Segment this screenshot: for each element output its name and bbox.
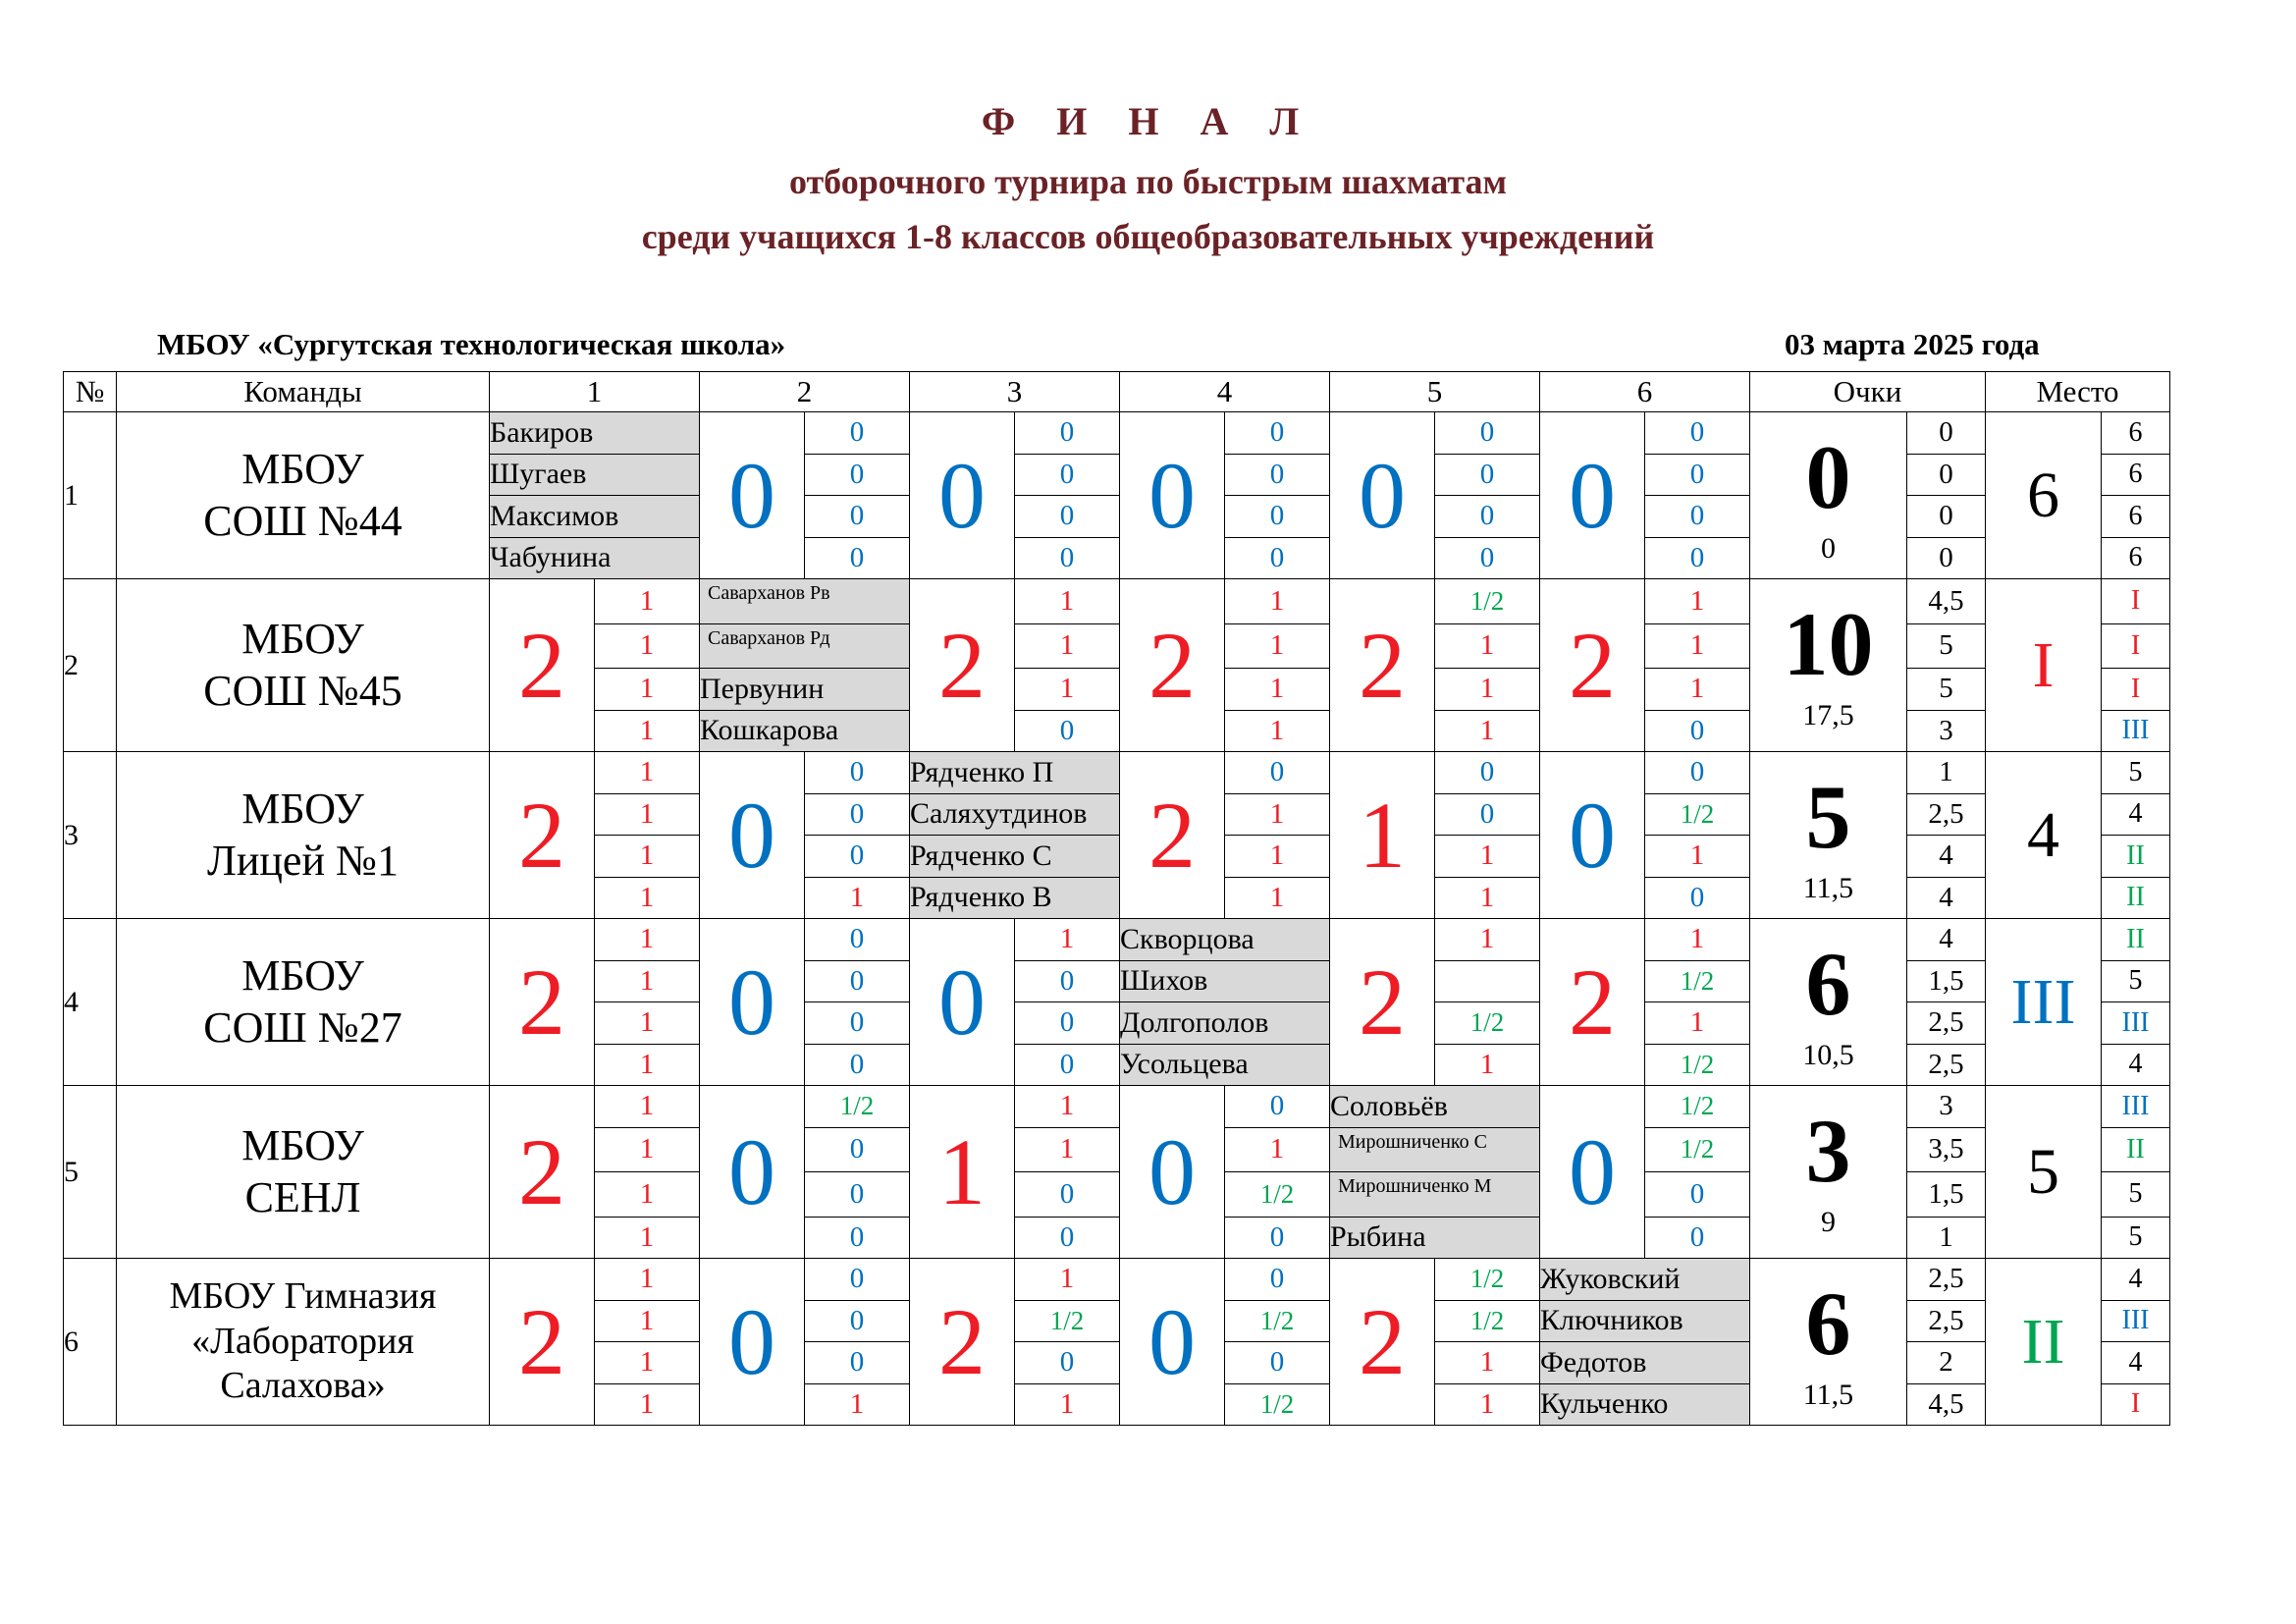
board-place: III <box>2102 1086 2170 1128</box>
board-result: 1 <box>1435 623 1540 669</box>
board-result: 0 <box>1645 752 1750 794</box>
board-result: 0 <box>1015 1172 1120 1218</box>
board-result: 1 <box>595 1127 700 1172</box>
board-result: 0 <box>1225 537 1330 579</box>
board-result: 1 <box>1645 623 1750 669</box>
board-result: 1 <box>1435 1044 1540 1086</box>
board-result: 1 <box>1645 836 1750 878</box>
board-result: 1 <box>595 669 700 711</box>
board-result: 0 <box>1225 1259 1330 1301</box>
individual-points: 1 <box>1907 752 1986 794</box>
match-score: 0 <box>700 1086 805 1259</box>
individual-points: 1,5 <box>1907 1172 1986 1218</box>
board-result: 1 <box>1645 919 1750 961</box>
team-points-cell <box>1750 579 1907 752</box>
board-result: 0 <box>1015 1002 1120 1045</box>
board-result: 1 <box>1645 1002 1750 1045</box>
board-result: 1/2 <box>1435 579 1540 624</box>
individual-points: 1 <box>1907 1217 1986 1259</box>
team-board-points: 11,5 <box>1802 872 1854 904</box>
team-points-cell <box>1750 1259 1907 1426</box>
team-points-cell <box>1750 919 1907 1086</box>
header-round-6: 6 <box>1540 372 1750 412</box>
match-score: 2 <box>1330 579 1435 752</box>
board-result: 1 <box>595 1383 700 1426</box>
match-score: 2 <box>1540 579 1645 752</box>
team-name <box>117 579 490 752</box>
table-row <box>64 1086 2170 1128</box>
match-score: 2 <box>490 1259 595 1426</box>
player-name: Мирошниченко С <box>1330 1127 1540 1172</box>
board-result: 0 <box>1015 1342 1120 1384</box>
player-name: Рядченко П <box>910 752 1120 794</box>
team-name-line: СОШ №44 <box>203 496 402 545</box>
team-number: 2 <box>64 579 117 752</box>
board-result: 0 <box>1015 1217 1120 1259</box>
player-name: Рядченко С <box>910 836 1120 878</box>
board-result: 0 <box>1435 412 1540 455</box>
individual-points: 4 <box>1907 919 1986 961</box>
board-result: 1/2 <box>1435 1300 1540 1342</box>
player-name: Кошкарова <box>700 710 910 752</box>
team-name <box>117 752 490 919</box>
match-score: 0 <box>700 412 805 579</box>
board-result: 1 <box>805 1383 910 1426</box>
player-name: Ключников <box>1540 1300 1750 1342</box>
individual-points: 3,5 <box>1907 1127 1986 1172</box>
board-result: 0 <box>1015 454 1120 496</box>
match-score: 0 <box>1540 1086 1645 1259</box>
final-title: Ф И Н А Л <box>981 99 1315 143</box>
team-name-line: МБОУ <box>241 784 364 833</box>
board-result: 1/2 <box>1645 1044 1750 1086</box>
player-name: Рыбина <box>1330 1217 1540 1259</box>
board-result: 1 <box>1225 1127 1330 1172</box>
board-result: 1 <box>1015 1259 1120 1301</box>
team-place: II <box>1986 1259 2102 1426</box>
team-board-points: 10,5 <box>1802 1039 1854 1071</box>
board-result: 0 <box>805 1300 910 1342</box>
board-place: 4 <box>2102 1259 2170 1301</box>
player-name: Соловьёв <box>1330 1086 1540 1128</box>
board-place: 6 <box>2102 537 2170 579</box>
individual-points: 2,5 <box>1907 793 1986 836</box>
board-result: 0 <box>805 1217 910 1259</box>
board-place: I <box>2102 1383 2170 1426</box>
team-number: 3 <box>64 752 117 919</box>
board-result: 1 <box>1225 877 1330 919</box>
individual-points: 0 <box>1907 537 1986 579</box>
board-result: 1/2 <box>1225 1300 1330 1342</box>
match-score: 2 <box>1120 752 1225 919</box>
match-score: 0 <box>1120 1259 1225 1426</box>
board-result: 0 <box>1015 960 1120 1002</box>
match-score: 2 <box>1120 579 1225 752</box>
board-result: 1 <box>595 579 700 624</box>
header-row <box>64 372 2170 412</box>
board-place: 5 <box>2102 960 2170 1002</box>
board-result: 0 <box>1225 454 1330 496</box>
board-result: 1 <box>1225 669 1330 711</box>
board-result: 1 <box>595 960 700 1002</box>
header-points: Очки <box>1750 372 1986 412</box>
board-place: I <box>2102 579 2170 624</box>
board-result: 1/2 <box>1015 1300 1120 1342</box>
team-points: 6 <box>1805 934 1851 1034</box>
board-result: 1 <box>595 1086 700 1128</box>
match-score: 0 <box>910 919 1015 1086</box>
team-name <box>117 919 490 1086</box>
team-name <box>117 1086 490 1259</box>
individual-points: 4 <box>1907 877 1986 919</box>
team-board-points: 0 <box>1821 532 1836 565</box>
team-place: 4 <box>1986 752 2102 919</box>
board-result: 0 <box>1435 454 1540 496</box>
team-number: 6 <box>64 1259 117 1426</box>
team-board-points: 17,5 <box>1802 699 1854 731</box>
board-result: 1 <box>595 710 700 752</box>
team-name-line: Салахова» <box>220 1365 386 1407</box>
team-name-line: Лицей №1 <box>207 836 399 885</box>
tournament-subtitle: отборочного турнира по быстрым шахматам <box>788 162 1508 201</box>
match-score: 2 <box>490 1086 595 1259</box>
board-result: 0 <box>805 960 910 1002</box>
board-result: 1 <box>1645 669 1750 711</box>
event-date: 03 марта 2025 года <box>1785 327 2040 361</box>
table-row <box>64 1259 2170 1301</box>
board-result: 0 <box>1015 496 1120 538</box>
board-result: 0 <box>1435 537 1540 579</box>
board-place: II <box>2102 919 2170 961</box>
table-row <box>64 412 2170 455</box>
board-result: 0 <box>1015 412 1120 455</box>
board-place: 4 <box>2102 1342 2170 1384</box>
player-name: Максимов <box>490 496 700 538</box>
team-place: III <box>1986 919 2102 1086</box>
match-score: 2 <box>910 579 1015 752</box>
match-score: 0 <box>910 412 1015 579</box>
individual-points: 2,5 <box>1907 1300 1986 1342</box>
board-result: 1 <box>595 793 700 836</box>
board-place: 5 <box>2102 1172 2170 1218</box>
header-round-5: 5 <box>1330 372 1540 412</box>
board-result: 1/2 <box>1435 1259 1540 1301</box>
individual-points: 2,5 <box>1907 1044 1986 1086</box>
individual-points: 4,5 <box>1907 579 1986 624</box>
board-place: III <box>2102 1300 2170 1342</box>
header-num: № <box>64 372 117 412</box>
board-result: 0 <box>1435 496 1540 538</box>
header-round-3: 3 <box>910 372 1120 412</box>
board-result: 1/2 <box>1645 1127 1750 1172</box>
team-name <box>117 412 490 579</box>
player-name: Скворцова <box>1120 919 1330 961</box>
board-result: 0 <box>805 793 910 836</box>
board-result: 0 <box>1225 1342 1330 1384</box>
crosstable <box>63 371 2170 1426</box>
board-result: 1 <box>1225 836 1330 878</box>
team-points-cell <box>1750 752 1907 919</box>
player-name: Саляхутдинов <box>910 793 1120 836</box>
player-name: Рядченко В <box>910 877 1120 919</box>
player-name: Усольцева <box>1120 1044 1330 1086</box>
board-result: 0 <box>805 412 910 455</box>
board-place: 6 <box>2102 496 2170 538</box>
board-result: 0 <box>1225 1217 1330 1259</box>
board-result: 1/2 <box>805 1086 910 1128</box>
board-result: 0 <box>805 1044 910 1086</box>
board-result: 1 <box>595 1217 700 1259</box>
board-result: 0 <box>1015 1044 1120 1086</box>
team-points: 3 <box>1805 1101 1851 1201</box>
board-result: 0 <box>805 836 910 878</box>
host-school: МБОУ «Сургутская технологическая школа» <box>157 327 786 361</box>
team-name-line: МБОУ <box>241 444 364 493</box>
board-result: 0 <box>805 1342 910 1384</box>
team-name <box>117 1259 490 1426</box>
match-score: 1 <box>1330 752 1435 919</box>
team-place: 5 <box>1986 1086 2102 1259</box>
board-result: 1 <box>595 1172 700 1218</box>
table-row <box>64 919 2170 961</box>
team-points-cell <box>1750 1086 1907 1259</box>
individual-points: 2,5 <box>1907 1259 1986 1301</box>
board-result: 0 <box>1645 1217 1750 1259</box>
board-result: 0 <box>805 1002 910 1045</box>
board-result: 1 <box>1015 669 1120 711</box>
team-number: 5 <box>64 1086 117 1259</box>
player-name: Саварханов Рв <box>700 579 910 624</box>
team-points: 10 <box>1783 594 1874 694</box>
match-score: 0 <box>1120 1086 1225 1259</box>
board-result: 1 <box>1435 1383 1540 1426</box>
board-result: 1 <box>1435 710 1540 752</box>
board-result: 1 <box>595 1044 700 1086</box>
match-score: 2 <box>910 1259 1015 1426</box>
individual-points: 1,5 <box>1907 960 1986 1002</box>
match-score: 0 <box>1120 412 1225 579</box>
board-result: 1 <box>1225 623 1330 669</box>
board-place: 6 <box>2102 454 2170 496</box>
individual-points: 4,5 <box>1907 1383 1986 1426</box>
board-result: 0 <box>1645 454 1750 496</box>
header-round-2: 2 <box>700 372 910 412</box>
board-result: 1/2 <box>1225 1383 1330 1426</box>
board-result: 1 <box>805 877 910 919</box>
match-score: 0 <box>700 919 805 1086</box>
match-score: 0 <box>700 1259 805 1426</box>
individual-points: 3 <box>1907 1086 1986 1128</box>
team-name-line: МБОУ <box>241 614 364 663</box>
individual-points: 2,5 <box>1907 1002 1986 1045</box>
player-name: Саварханов Рд <box>700 623 910 669</box>
board-result: 1 <box>595 1259 700 1301</box>
board-result: 1 <box>595 836 700 878</box>
board-result: 1 <box>1225 579 1330 624</box>
board-place: I <box>2102 623 2170 669</box>
board-result: 0 <box>1015 710 1120 752</box>
individual-points: 5 <box>1907 669 1986 711</box>
player-name: Жуковский <box>1540 1259 1750 1301</box>
board-place: III <box>2102 1002 2170 1045</box>
board-result: 0 <box>1645 496 1750 538</box>
individual-points: 0 <box>1907 496 1986 538</box>
player-name: Шихов <box>1120 960 1330 1002</box>
match-score: 0 <box>700 752 805 919</box>
board-result: 1 <box>595 877 700 919</box>
board-place: 4 <box>2102 1044 2170 1086</box>
board-result: 1 <box>1435 1342 1540 1384</box>
board-result: 1 <box>1435 836 1540 878</box>
board-place: 6 <box>2102 412 2170 455</box>
header-teams: Команды <box>117 372 490 412</box>
match-score: 2 <box>1540 919 1645 1086</box>
match-score: 0 <box>1330 412 1435 579</box>
team-name-line: «Лаборатория <box>191 1320 414 1362</box>
match-score: 0 <box>1540 752 1645 919</box>
team-board-points: 9 <box>1821 1206 1836 1238</box>
board-result: 0 <box>1645 537 1750 579</box>
board-result: 1 <box>1015 579 1120 624</box>
board-result: 0 <box>805 1127 910 1172</box>
board-result: 1 <box>1015 919 1120 961</box>
board-place: 5 <box>2102 752 2170 794</box>
board-result: 1 <box>595 1342 700 1384</box>
match-score: 2 <box>490 752 595 919</box>
board-place: I <box>2102 669 2170 711</box>
team-place: 6 <box>1986 412 2102 579</box>
header-round-1: 1 <box>490 372 700 412</box>
board-result: 0 <box>805 454 910 496</box>
board-result: 0 <box>1225 1086 1330 1128</box>
board-result: 1/2 <box>1225 1172 1330 1218</box>
board-result: 1 <box>1015 1086 1120 1128</box>
player-name: Бакиров <box>490 412 700 455</box>
match-score: 2 <box>1330 919 1435 1086</box>
team-name-line: СОШ №27 <box>203 1002 402 1052</box>
match-score: 0 <box>1540 412 1645 579</box>
team-name-line: МБОУ <box>241 1120 364 1169</box>
board-result: 1 <box>595 919 700 961</box>
board-result: 1 <box>1225 793 1330 836</box>
board-result: 0 <box>805 1172 910 1218</box>
player-name: Мирошниченко М <box>1330 1172 1540 1218</box>
board-result: 1 <box>1225 710 1330 752</box>
board-result: 1/2 <box>1435 1002 1540 1045</box>
board-result: 1/2 <box>1645 1086 1750 1128</box>
board-result: 0 <box>1225 752 1330 794</box>
board-place: 5 <box>2102 1217 2170 1259</box>
individual-points: 3 <box>1907 710 1986 752</box>
team-points: 0 <box>1805 427 1851 527</box>
team-number: 1 <box>64 412 117 579</box>
board-result: 1 <box>595 1300 700 1342</box>
board-place: II <box>2102 1127 2170 1172</box>
match-score: 1 <box>910 1086 1015 1259</box>
header-place: Место <box>1986 372 2170 412</box>
board-result: 0 <box>1435 752 1540 794</box>
board-result: 0 <box>805 1259 910 1301</box>
individual-points: 2 <box>1907 1342 1986 1384</box>
team-name-line: СЕНЛ <box>244 1172 361 1221</box>
board-result: 1 <box>1645 579 1750 624</box>
board-result: 1 <box>1435 669 1540 711</box>
board-result: 0 <box>1015 537 1120 579</box>
board-result: 1 <box>1015 623 1120 669</box>
board-result: 1 <box>1015 1383 1120 1426</box>
board-result: 1 <box>1435 877 1540 919</box>
board-place: 4 <box>2102 793 2170 836</box>
player-name: Первунин <box>700 669 910 711</box>
individual-points: 5 <box>1907 623 1986 669</box>
team-points: 5 <box>1805 767 1851 867</box>
board-result: 1 <box>595 752 700 794</box>
board-result: 0 <box>805 752 910 794</box>
team-place: I <box>1986 579 2102 752</box>
board-place: II <box>2102 836 2170 878</box>
board-place: III <box>2102 710 2170 752</box>
player-name: Чабунина <box>490 537 700 579</box>
match-score: 2 <box>490 919 595 1086</box>
table-row <box>64 579 2170 624</box>
board-result: 0 <box>1645 412 1750 455</box>
board-result: 0 <box>1645 877 1750 919</box>
board-result: 0 <box>805 496 910 538</box>
team-points-cell <box>1750 412 1907 579</box>
table-row <box>64 752 2170 794</box>
board-result: 0 <box>805 919 910 961</box>
team-name-line: МБОУ <box>241 950 364 1000</box>
board-result: 1/2 <box>1645 793 1750 836</box>
board-result: 1 <box>1015 1127 1120 1172</box>
board-result: 0 <box>1225 412 1330 455</box>
player-name: Шугаев <box>490 454 700 496</box>
header-round-4: 4 <box>1120 372 1330 412</box>
team-number: 4 <box>64 919 117 1086</box>
board-result: 0 <box>1645 1172 1750 1218</box>
team-board-points: 11,5 <box>1802 1379 1854 1411</box>
match-score: 2 <box>1330 1259 1435 1426</box>
participants-subtitle: среди учащихся 1-8 классов общеобразовательных учреждений <box>641 217 1655 256</box>
team-points: 6 <box>1805 1273 1851 1374</box>
individual-points: 4 <box>1907 836 1986 878</box>
individual-points: 0 <box>1907 454 1986 496</box>
board-result <box>1435 960 1540 1002</box>
board-result: 0 <box>1645 710 1750 752</box>
team-name-line: СОШ №45 <box>203 666 402 715</box>
board-result: 1 <box>595 1002 700 1045</box>
player-name: Долгополов <box>1120 1002 1330 1045</box>
match-score: 2 <box>490 579 595 752</box>
board-result: 1 <box>1435 919 1540 961</box>
player-name: Кульченко <box>1540 1383 1750 1426</box>
individual-points: 0 <box>1907 412 1986 455</box>
board-result: 0 <box>805 537 910 579</box>
board-result: 1/2 <box>1645 960 1750 1002</box>
board-result: 0 <box>1225 496 1330 538</box>
team-name-line: МБОУ Гимназия <box>169 1275 437 1318</box>
player-name: Федотов <box>1540 1342 1750 1384</box>
board-result: 1 <box>595 623 700 669</box>
board-result: 0 <box>1435 793 1540 836</box>
board-place: II <box>2102 877 2170 919</box>
